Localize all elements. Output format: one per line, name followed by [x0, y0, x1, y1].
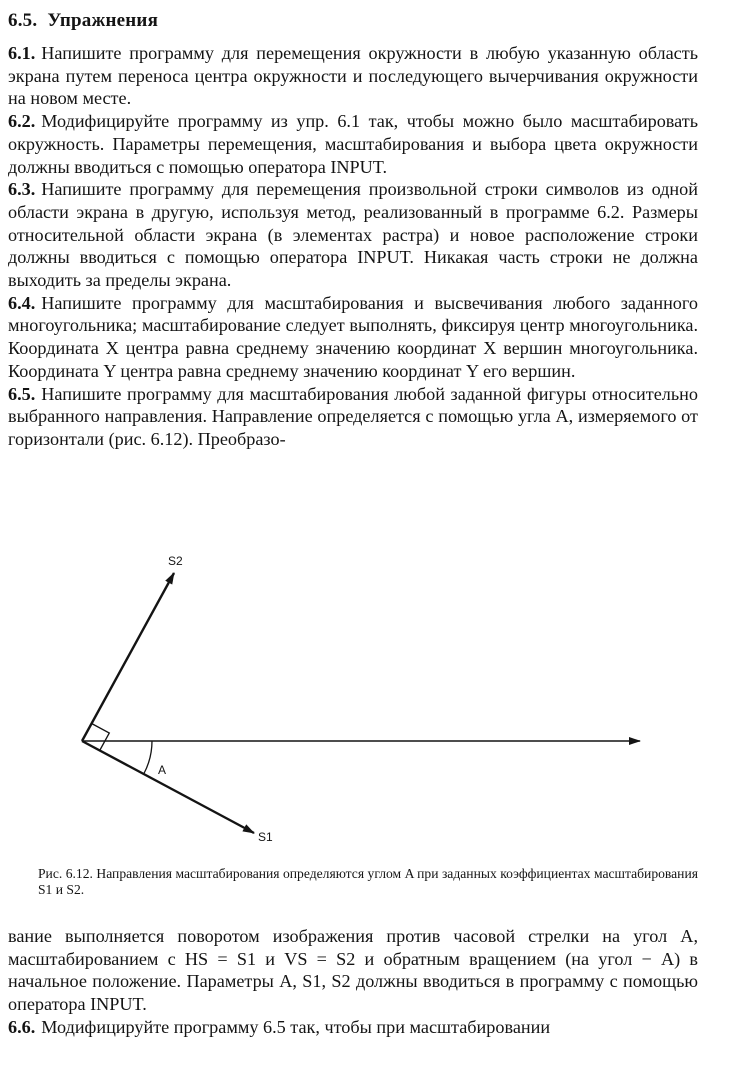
scaling-directions-diagram	[0, 540, 734, 860]
exercise-paragraph	[8, 178, 698, 292]
exercise-paragraph	[8, 110, 698, 178]
section-heading	[8, 10, 158, 32]
label-angle-a: A	[158, 763, 167, 777]
angle-a-arc	[144, 741, 152, 774]
s1-direction-arrow	[82, 741, 254, 833]
s2-direction-arrow	[82, 573, 174, 741]
label-s1: S1	[258, 830, 273, 844]
figure-6-12	[0, 540, 734, 860]
exercise-paragraph	[8, 42, 698, 110]
exercise-text: Модифицируйте программу 6.5 так, чтобы при масштабировании	[41, 1016, 551, 1037]
exercise-paragraph	[8, 383, 698, 451]
label-s2: S2	[168, 554, 183, 568]
section-title: Упражнения	[47, 10, 159, 31]
exercise-paragraph	[8, 1016, 698, 1039]
exercise-text: Напишите программу для перемещения окружности в любую указанную область экрана путем переноса центра окружности и последующего вычерчивания окружности на новом месте.	[8, 43, 698, 109]
exercise-number: 6.3.	[8, 179, 36, 200]
exercise-text: Напишите программу для масштабирования любой заданной фигуры относительно выбранного направления. Направление определяется с помощью угла A, измеряемого от горизонтали (рис. 6.12). Преобразо-	[8, 383, 698, 449]
exercise-number: 6.2.	[8, 111, 36, 132]
continuation-paragraph: вание выполняется поворотом изображения против часовой стрелки на угол A, масштабированием с HS = S1 и VS = S2 и обратным вращением (на угол − A) в начальное положение. Параметры A, S1, S2 должны вводиться в программу с помощью оператора INPUT.	[8, 926, 698, 1015]
exercise-number: 6.6.	[8, 1016, 36, 1037]
section-number: 6.5.	[8, 10, 38, 31]
exercises-bottom	[8, 925, 698, 1039]
figure-caption: Рис. 6.12. Направления масштабирования определяются углом A при заданных коэффициентах масштабирования S1 и S2.	[38, 866, 698, 897]
exercise-number: 6.4.	[8, 292, 36, 313]
exercise-paragraph	[8, 292, 698, 383]
exercise-text: Модифицируйте программу из упр. 6.1 так, чтобы можно было масштабировать окружность. Параметры перемещения, масштабирования и выбора цвета окружности должны вводиться с помощью оператора INPUT.	[8, 111, 698, 177]
exercises-top	[8, 42, 698, 451]
exercise-number: 6.1.	[8, 43, 36, 63]
exercise-number: 6.5.	[8, 383, 36, 404]
exercise-text: Напишите программу для масштабирования и высвечивания любого заданного многоугольника; масштабирование следует выполнять, фиксируя центр многоугольника. Координата X центра равна среднему значению координат X вершин многоугольника. Координата Y центра равна среднему значению координат Y его вершин.	[8, 292, 698, 381]
exercise-text: Напишите программу для перемещения произвольной строки символов из одной области экрана в другую, используя метод, реализованный в программе 6.2. Размеры относительной области экрана (в элементах растра) и новое расположение строки должны вводиться с помощью оператора INPUT. Никакая часть строки не должна выходить за пределы экрана.	[8, 179, 698, 291]
